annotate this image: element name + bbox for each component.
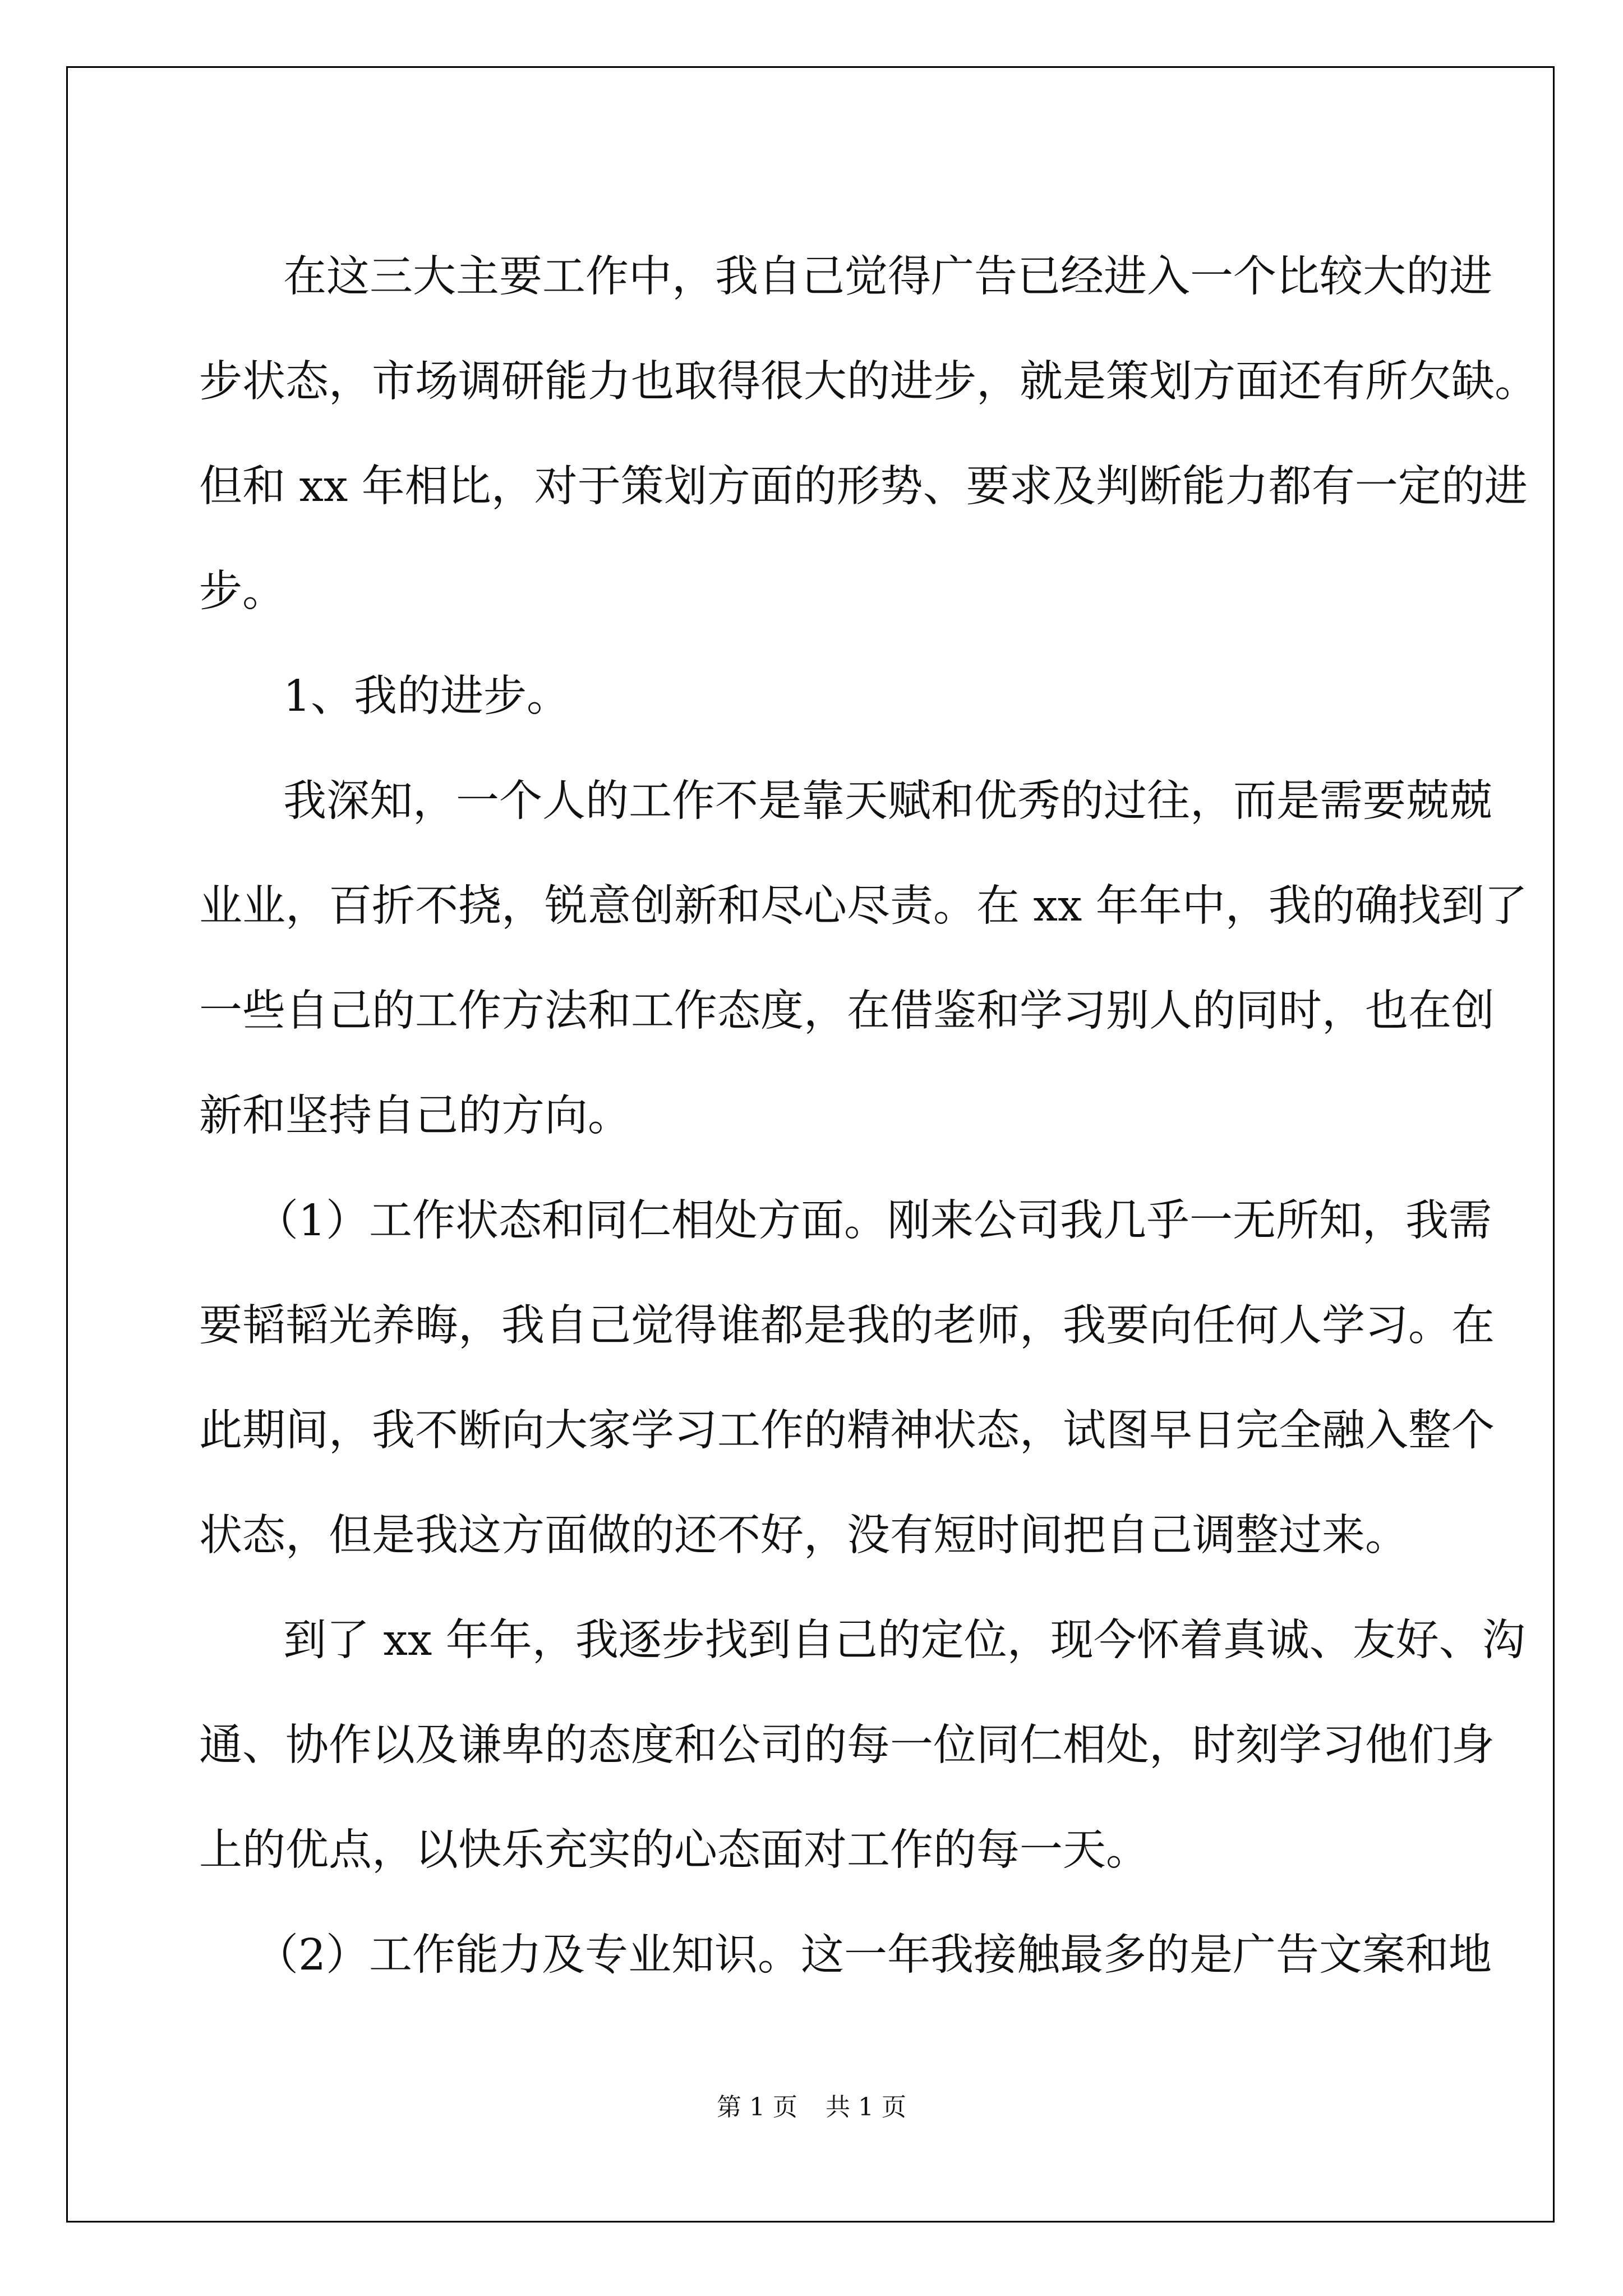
- text-line: 但和 xx 年相比，对于策划方面的形势、要求及判断能力都有一定的进: [199, 462, 1528, 512]
- page-footer: [0, 2087, 1623, 2123]
- text-line: 上的优点，以快乐充实的心态面对工作的每一天。: [199, 1825, 1149, 1875]
- text-line: （2）工作能力及专业知识。这一年我接触最多的是广告文案和地: [255, 1930, 1492, 1980]
- text-line: 1、我的进步。: [283, 671, 570, 721]
- page-number: 第 1 页: [717, 2093, 797, 2122]
- text-line: 通、协作以及谦卑的态度和公司的每一位同仁相处，时刻学习他们身: [199, 1720, 1495, 1770]
- paragraph: [199, 749, 1528, 1168]
- text-line: 新和坚持自己的方向。: [199, 1091, 631, 1141]
- text-line: 业业，百折不挠，锐意创新和尽心尽责。在 xx 年年中，我的确找到了: [199, 881, 1528, 931]
- text-line: 此期间，我不断向大家学习工作的精神状态，试图早日完全融入整个: [199, 1406, 1495, 1456]
- paragraph: [199, 1168, 1495, 1588]
- text-line: 到了 xx 年年，我逐步找到自己的定位，现今怀着真诚、友好、沟: [283, 1616, 1525, 1665]
- text-line: 步状态，市场调研能力也取得很大的进步，就是策划方面还有所欠缺。: [199, 357, 1538, 407]
- paragraph: [199, 224, 1538, 644]
- text-line: 步。: [199, 567, 285, 616]
- text-line: 一些自己的工作方法和工作态度，在借鉴和学习别人的同时，也在创: [199, 986, 1495, 1036]
- document-body: [199, 224, 1538, 2008]
- text-line: 状态，但是我这方面做的还不好，没有短时间把自己调整过来。: [199, 1511, 1408, 1561]
- paragraph: [199, 1588, 1525, 1903]
- text-line: 我深知，一个人的工作不是靠天赋和优秀的过往，而是需要兢兢: [283, 776, 1492, 826]
- paragraph-heading: [199, 644, 1427, 749]
- text-line: 要韬韬光养晦，我自己觉得谁都是我的老师，我要向任何人学习。在: [199, 1301, 1495, 1351]
- paragraph: [199, 1903, 1492, 2008]
- text-line: 在这三大主要工作中，我自己觉得广告已经进入一个比较大的进: [283, 252, 1492, 302]
- total-pages: 共 1 页: [826, 2093, 906, 2122]
- text-line: （1）工作状态和同仁相处方面。刚来公司我几乎一无所知，我需: [255, 1196, 1492, 1246]
